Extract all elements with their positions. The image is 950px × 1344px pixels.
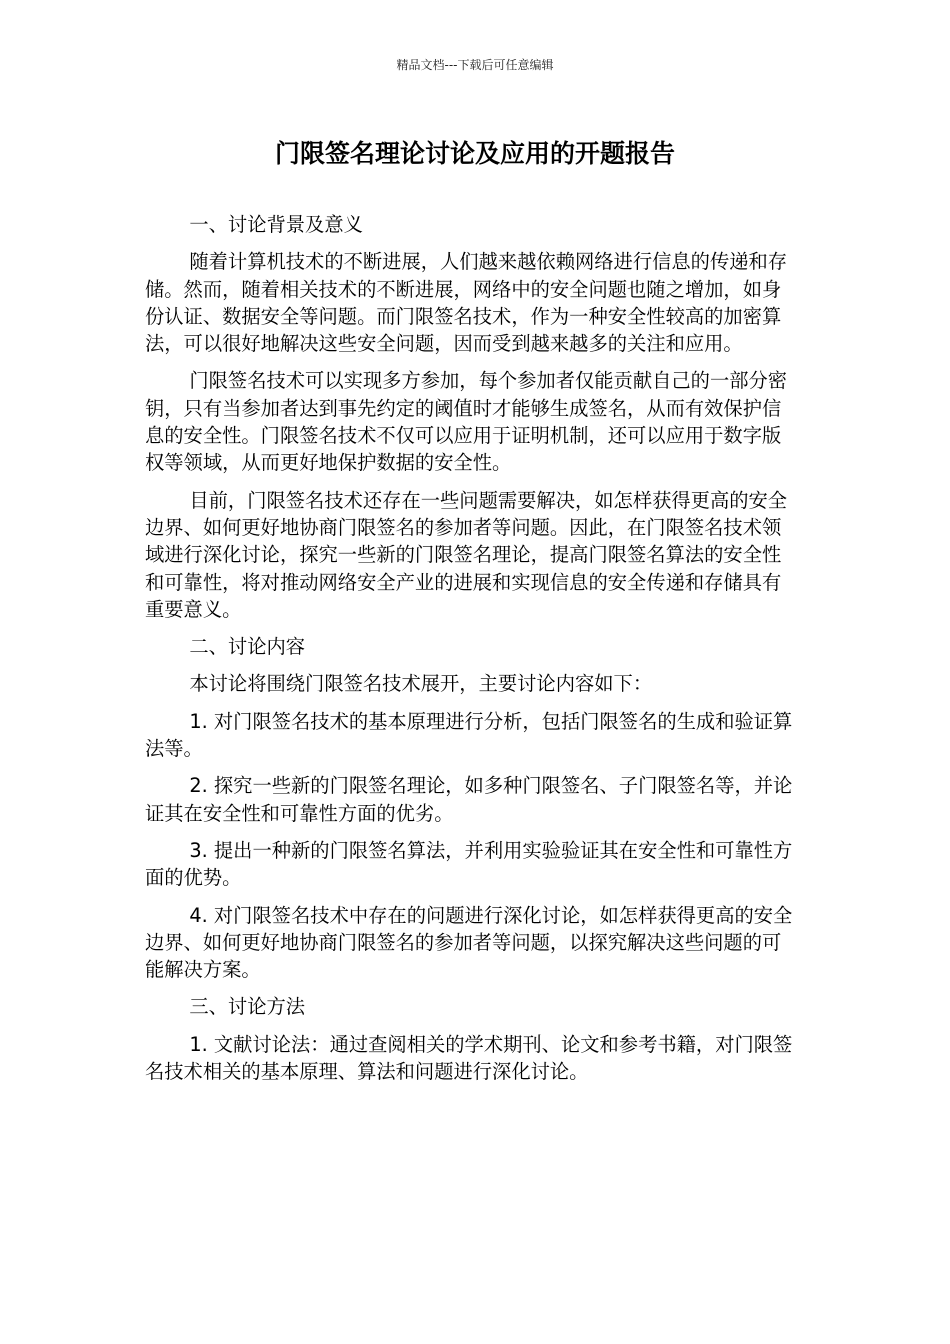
section-heading-method: 三、讨论方法 [189,995,306,1019]
paragraph-background-1: 随着计算机技术的不断进展，人们越来越依赖网络进行信息的传递和存储。然而，随着相关技术的不断进展，网络中的安全问题也随之增加，如身份认证、数据安全等问题。而门限签名技术，作为一种安全性较高的加密算法，可以很好地解决这些安全问题，因而受到越来越多的关注和应用。 [145,250,788,356]
paragraph-content-intro: 本讨论将围绕门限签名技术展开，主要讨论内容如下： [189,672,653,696]
list-item-method-1: 1. 文献讨论法：通过查阅相关的学术期刊、论文和参考书籍，对门限签名技术相关的基本原理、算法和问题进行深化讨论。 [145,1032,793,1084]
list-item-content-2: 2. 探究一些新的门限签名理论，如多种门限签名、子门限签名等，并论证其在安全性和可靠性方面的优劣。 [145,774,793,825]
header-note: 精品文档---下载后可任意编辑 [396,58,554,72]
section-heading-background: 一、讨论背景及意义 [189,213,363,236]
list-item-content-1: 1. 对门限签名技术的基本原理进行分析，包括门限签名的生成和验证算法等。 [145,709,793,761]
section-heading-content: 二、讨论内容 [189,635,306,659]
list-item-content-3: 3. 提出一种新的门限签名算法，并利用实验验证其在安全性和可靠性方面的优势。 [145,838,793,890]
document-body [145,211,797,1095]
paragraph-background-2: 门限签名技术可以实现多方参加，每个参加者仅能贡献自己的一部分密钥，只有当参加者达到事先约定的阈值时才能够生成签名，从而有效保护信息的安全性。门限签名技术不仅可以应用于证明机制，还可以应用于数字版权等领域，从而更好地保护数据的安全性。 [145,369,788,475]
document-title: 门限签名理论讨论及应用的开题报告 [274,139,675,168]
list-item-content-4: 4. 对门限签名技术中存在的问题进行深化讨论，如怎样获得更高的安全边界、如何更好地协商门限签名的参加者等问题，以探究解决这些问题的可能解决方案。 [145,903,793,982]
paragraph-background-3: 目前，门限签名技术还存在一些问题需要解决，如怎样获得更高的安全边界、如何更好地协商门限签名的参加者等问题。因此，在门限签名技术领域进行深化讨论，探究一些新的门限签名理论，提高门限签名算法的安全性和可靠性，将对推动网络安全产业的进展和实现信息的安全传递和存储具有重要意义。 [145,488,788,621]
